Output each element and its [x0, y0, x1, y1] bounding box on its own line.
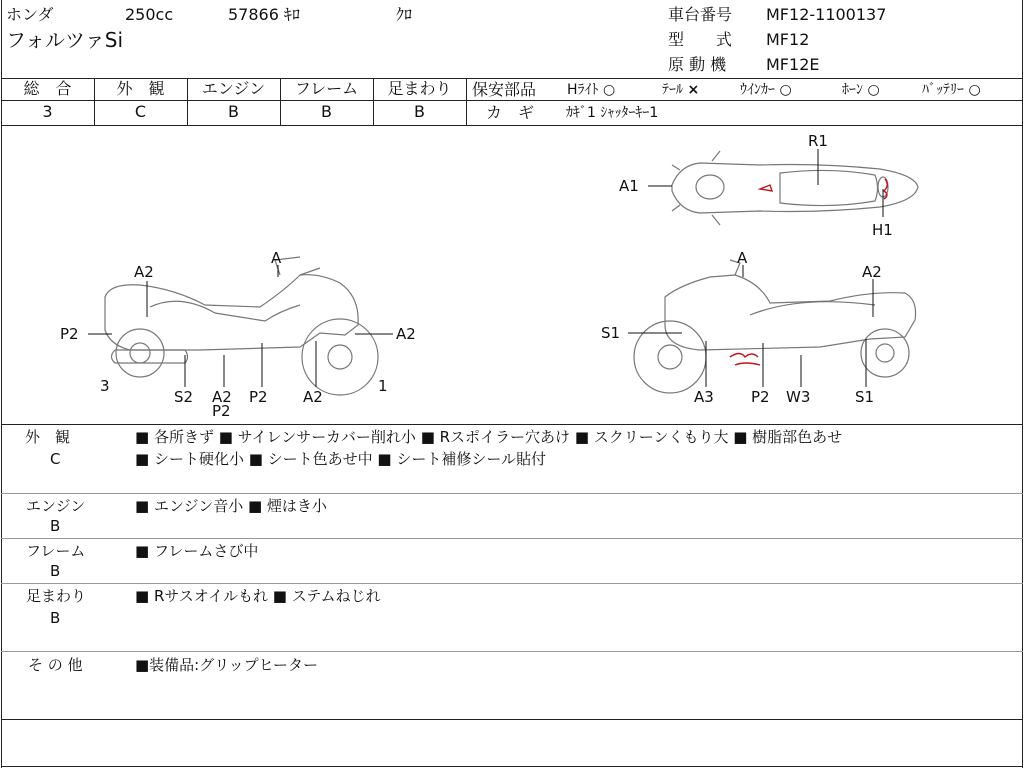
- remark-grade-exterior: C: [50, 450, 61, 468]
- engine-label: 原 動 機: [668, 55, 727, 74]
- divider: [1, 766, 1023, 767]
- label-left-3: 3: [100, 377, 110, 395]
- safety-winker: ｳｲﾝｶｰ ○: [740, 82, 792, 98]
- remark-category-other: そ の 他: [28, 656, 83, 674]
- grade-header-exterior: 外 観: [116, 79, 165, 98]
- label-right-P2: P2: [751, 388, 770, 406]
- label-left-A2-right: A2: [396, 325, 416, 343]
- remark-category-suspension: 足まわり: [26, 587, 87, 605]
- label-R1: R1: [808, 132, 828, 150]
- remark-category-frame: フレーム: [26, 542, 86, 560]
- safety-tail: ﾃｰﾙ ×: [662, 82, 700, 98]
- key-label: カ ギ: [486, 103, 535, 122]
- label-H1: H1: [872, 221, 893, 239]
- label-A1: A1: [619, 177, 639, 195]
- label-left-A2-front: A2: [303, 388, 323, 406]
- leader-lines: [88, 149, 883, 387]
- grade-engine: B: [228, 102, 239, 121]
- label-left-A2-top: A2: [134, 263, 154, 281]
- label-right-A2: A2: [862, 263, 882, 281]
- model-name: フォルツァSi: [6, 28, 124, 52]
- label-right-A3: A3: [694, 388, 714, 406]
- grade-header-frame: フレーム: [294, 79, 359, 98]
- grade-frame: B: [321, 102, 332, 121]
- safety-headlight: Hﾗｲﾄ ○: [567, 82, 616, 98]
- safety-label: 保安部品: [472, 80, 537, 99]
- label-left-A2-bottom: A2: [212, 388, 232, 406]
- damage-diagram: [0, 125, 1024, 425]
- mileage: 57866 ｷﾛ: [228, 5, 300, 24]
- safety-battery: ﾊﾞｯﾃﾘｰ ○: [922, 82, 981, 98]
- remark-exterior-line-2: ■ シート硬化小 ■ シート色あせ中 ■ シート補修シール貼付: [135, 450, 547, 468]
- frame-no-label: 車台番号: [668, 5, 733, 24]
- divider: [1, 493, 1023, 494]
- divider: [1, 583, 1023, 584]
- remark-grade-frame: B: [50, 562, 61, 580]
- label-right-S1-rear: S1: [855, 388, 875, 406]
- divider: [466, 100, 1023, 101]
- grade-suspension: B: [414, 102, 425, 121]
- remark-exterior-line-1: ■ 各所きず ■ サイレンサーカバー削れ小 ■ Rスポイラー穴あけ ■ スクリーンくもり大 ■ 樹脂部色あせ: [135, 428, 843, 446]
- label-left-S2: S2: [174, 388, 194, 406]
- remark-category-engine: エンジン: [26, 497, 86, 515]
- frame-no: MF12-1100137: [766, 5, 887, 24]
- engine-value: MF12E: [766, 55, 820, 74]
- remark-suspension-line-1: ■ Rサスオイルもれ ■ ステムねじれ: [135, 587, 381, 605]
- remark-grade-engine: B: [50, 517, 61, 535]
- color: ｸﾛ: [396, 5, 413, 24]
- divider: [1, 719, 1023, 720]
- label-left-1: 1: [378, 377, 388, 395]
- grade-header-engine: エンジン: [201, 79, 266, 98]
- label-right-A: A: [737, 249, 748, 267]
- type-value: MF12: [766, 30, 810, 49]
- label-left-P2-under: P2: [212, 402, 231, 420]
- grade-exterior: C: [134, 102, 147, 121]
- label-left-P2: P2: [60, 325, 79, 343]
- label-right-W3: W3: [786, 388, 811, 406]
- remark-category-exterior: 外 観: [25, 428, 71, 446]
- displacement: 250cc: [125, 5, 174, 24]
- key-value: ｶｷﾞ1 ｼｬｯﾀｰｷｰ1: [566, 105, 659, 121]
- label-left-A: A: [271, 249, 282, 267]
- divider: [466, 78, 467, 125]
- remark-grade-suspension: B: [50, 609, 61, 627]
- remark-frame-line-1: ■ フレームさび中: [135, 542, 259, 560]
- grade-header-overall: 総 合: [23, 79, 72, 98]
- remark-other-line-1: ■装備品:グリップヒーター: [135, 656, 319, 674]
- maker: ホンダ: [6, 5, 54, 24]
- divider: [1, 424, 1023, 425]
- top-view-scooter: [672, 151, 918, 225]
- remark-engine-line-1: ■ エンジン音小 ■ 煙はき小: [135, 497, 327, 515]
- safety-horn: ﾎｰﾝ ○: [842, 82, 880, 98]
- label-left-P2-bottom: P2: [249, 388, 268, 406]
- grade-header-suspension: 足まわり: [387, 79, 452, 98]
- divider: [1, 651, 1023, 652]
- divider: [1, 538, 1023, 539]
- grade-overall: 3: [42, 102, 53, 121]
- divider: [1, 100, 466, 101]
- label-right-S1-front: S1: [601, 324, 621, 342]
- type-label: 型 式: [668, 30, 733, 49]
